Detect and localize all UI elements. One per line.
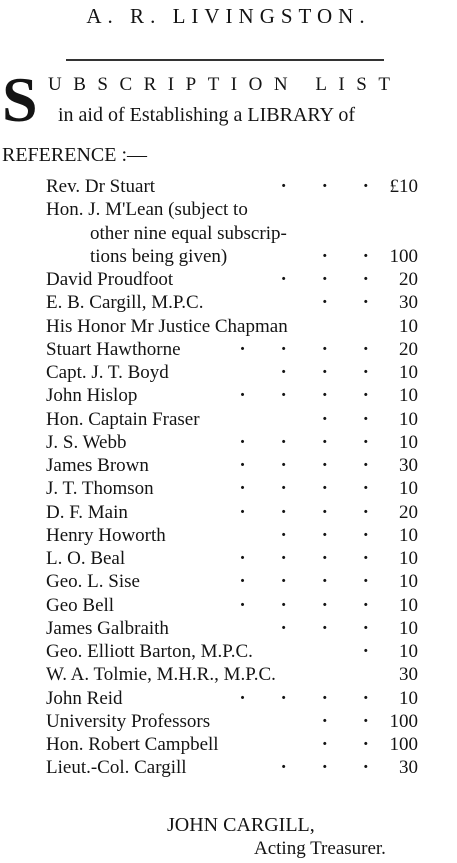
subscriber-name: Geo Bell [46, 594, 115, 616]
notice-title: UBSCRIPTION LIST [48, 74, 402, 95]
subscriber-row [46, 454, 418, 477]
dot-leader: · · · · [239, 338, 384, 360]
dot-leader: · · · · [239, 687, 384, 709]
subscription-amount: 10 [399, 617, 418, 639]
subscriber-row [46, 175, 418, 198]
subscriber-row [46, 268, 418, 291]
subscriber-row [46, 640, 418, 663]
subscriber-name: Stuart Hawthorne [46, 338, 181, 360]
dot-leader: · · · · [239, 571, 384, 593]
subscription-amount: 10 [399, 571, 418, 593]
subscriber-row [46, 617, 418, 640]
subscriber-row [46, 315, 418, 338]
subscription-amount: 10 [399, 385, 418, 407]
subscriber-row [46, 361, 418, 384]
subscription-amount: 30 [399, 664, 418, 686]
subscriber-row [46, 501, 418, 524]
subscriber-row [46, 431, 418, 454]
subscriber-name: Geo. Elliott Barton, M.P.C. [46, 641, 253, 662]
subscription-amount: 10 [399, 478, 418, 500]
subscriber-name: James Brown [46, 455, 149, 476]
subscriber-row [46, 338, 418, 361]
subscriber-row [46, 291, 418, 314]
treasurer-name: JOHN CARGILL, [167, 814, 315, 836]
subscriber-name: Capt. J. T. Boyd [46, 362, 169, 383]
subscriber-row [46, 408, 418, 431]
subscription-amount: 10 [399, 431, 418, 453]
divider-rule [66, 59, 384, 61]
dot-leader: · · · [280, 524, 384, 546]
notice-subtitle: in aid of Establishing a LIBRARY of [58, 104, 356, 126]
subscription-amount: 10 [399, 315, 418, 337]
subscriber-name: Henry Howorth [46, 524, 166, 546]
subscription-amount: 30 [399, 757, 418, 779]
dot-leader: · · [321, 292, 384, 314]
treasurer-title: Acting Treasurer. [254, 838, 386, 859]
dot-leader: · · · [280, 269, 384, 290]
subscriber-name: John Reid [46, 687, 123, 709]
subscriber-name: L. O. Beal [46, 548, 126, 569]
dot-leader: · · · · [239, 385, 384, 407]
subscriber-row [46, 198, 418, 221]
subscriber-name: His Honor Mr Justice Chapman [46, 315, 288, 337]
drop-cap-letter: S [2, 64, 38, 135]
subscriber-name: tions being given) [90, 245, 228, 267]
subscriber-row [46, 756, 418, 779]
subscriber-row [46, 733, 418, 756]
dot-leader: · · · [280, 362, 384, 383]
subscriber-row [46, 570, 418, 593]
subscriber-row [46, 594, 418, 617]
subscriber-row [46, 524, 418, 547]
subscription-amount: 10 [399, 362, 418, 383]
subscriber-name: W. A. Tolmie, M.H.R., M.P.C. [46, 664, 276, 686]
dot-leader: · · · · [239, 431, 384, 453]
subscriber-name: J. T. Thomson [46, 478, 154, 500]
subscriber-row [46, 384, 418, 407]
subscriber-name: Hon. Robert Campbell [46, 734, 219, 755]
subscriber-name: Rev. Dr Stuart [46, 176, 156, 197]
subscription-amount: £10 [389, 176, 418, 197]
subscriber-name: James Galbraith [46, 617, 169, 639]
dot-leader: · · · [280, 617, 384, 639]
subscriber-row [46, 222, 418, 245]
subscriber-row [46, 547, 418, 570]
subscription-amount: 10 [399, 524, 418, 546]
subscriber-name: Geo. L. Sise [46, 571, 140, 593]
subscriber-name: Lieut.-Col. Cargill [46, 757, 187, 779]
dot-leader: · · · · [239, 478, 384, 500]
dot-leader: · · · · [239, 501, 384, 523]
dot-leader: · · · · [239, 455, 384, 476]
dot-leader: · · · · [239, 548, 384, 569]
notice-subtitle-continued: REFERENCE :— [2, 144, 148, 166]
dot-leader: · · [321, 245, 384, 267]
subscription-amount: 20 [399, 501, 418, 523]
dot-leader: · [362, 641, 384, 662]
subscriber-name: D. F. Main [46, 501, 128, 523]
subscriber-name: David Proudfoot [46, 269, 174, 290]
subscription-list [46, 175, 418, 780]
subscriber-name: University Professors [46, 710, 211, 732]
dot-leader: · · · · [239, 594, 384, 616]
dot-leader: · · [321, 710, 384, 732]
subscription-amount: 20 [399, 338, 418, 360]
subscription-amount: 10 [399, 408, 418, 430]
advertiser-name: A. R. LIVINGSTON. [86, 4, 371, 28]
subscriber-row [46, 663, 418, 686]
subscriber-name: E. B. Cargill, M.P.C. [46, 292, 204, 314]
subscriber-row [46, 687, 418, 710]
dot-leader: · · [321, 408, 384, 430]
subscriber-name: J. S. Webb [46, 431, 127, 453]
subscription-amount: 10 [399, 687, 418, 709]
subscription-amount: 100 [389, 245, 418, 267]
subscriber-name: Hon. Captain Fraser [46, 408, 200, 430]
subscription-amount: 10 [399, 594, 418, 616]
subscription-amount: 10 [399, 548, 418, 569]
subscription-amount: 100 [389, 734, 418, 755]
subscriber-name: other nine equal subscrip- [90, 222, 287, 244]
dot-leader: · · · [280, 176, 384, 197]
subscriber-row [46, 477, 418, 500]
subscriber-name: John Hislop [46, 385, 138, 407]
dot-leader: · · [321, 734, 384, 755]
subscription-amount: 10 [399, 641, 418, 662]
subscription-amount: 20 [399, 269, 418, 290]
subscriber-row [46, 710, 418, 733]
dot-leader: · · · [280, 757, 384, 779]
subscriber-name: Hon. J. M'Lean (subject to [46, 199, 248, 221]
subscription-amount: 100 [389, 710, 418, 732]
subscriber-row [46, 245, 418, 268]
subscription-amount: 30 [399, 455, 418, 476]
subscription-amount: 30 [399, 292, 418, 314]
